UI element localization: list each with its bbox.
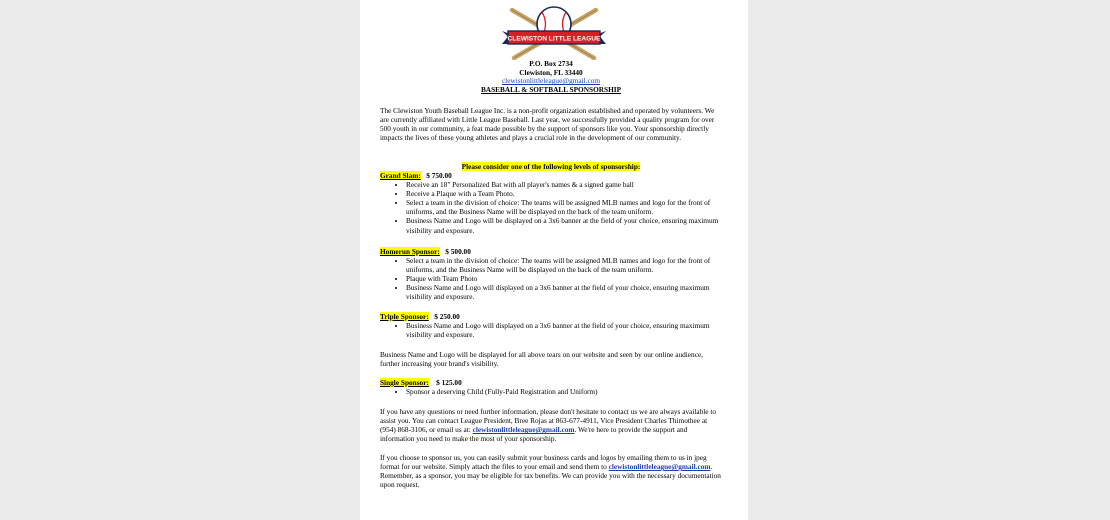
tier-price: $ 750.00 bbox=[426, 171, 452, 180]
levels-heading: Please consider one of the following levels of sponsorship: bbox=[461, 162, 641, 171]
list-item: • Plaque with Team Photo bbox=[406, 274, 722, 283]
list-item: • Business Name and Logo will displayed on a 3x6 banner at the field of your choice, ensuring maximum visibility and exposure. bbox=[406, 283, 722, 301]
contact-paragraph bbox=[380, 407, 722, 443]
closing-text-end: . Remember, as a sponsor, you may be eligible for tax benefits. We can provide you with the necessary documentation upon request. bbox=[380, 462, 721, 490]
contact-text-end: . We're here to provide the support and information you need to make the most of your sponsorship. bbox=[380, 425, 688, 444]
document-title: BASEBALL & SOFTBALL SPONSORSHIP bbox=[480, 84, 622, 94]
tier-label: Single Sponsor: bbox=[380, 378, 429, 387]
tier-benefits-list bbox=[380, 180, 722, 235]
levels-heading-row bbox=[380, 162, 722, 171]
tier-benefits-list bbox=[380, 321, 722, 339]
list-item: • Receive a Plaque with a Team Photo. bbox=[406, 189, 722, 198]
tier-single bbox=[380, 378, 722, 396]
logo-banner bbox=[502, 31, 606, 44]
city-address: Clewiston, FL 33440 bbox=[519, 67, 583, 77]
list-item: • Receive an 18" Personalized Bat with all player's names & a signed game ball bbox=[406, 180, 722, 189]
letterhead bbox=[380, 60, 722, 94]
closing-text: If you choose to sponsor us, you can easily submit your business cards and logos by emailing them to us in jpeg format for our website. Simply attach the files to your email and send them to bbox=[380, 453, 707, 472]
tier-label: Grand Slam: bbox=[380, 171, 421, 180]
tier-grand-slam bbox=[380, 171, 722, 235]
list-item: • Business Name and Logo will be displayed on a 3x6 banner at the field of your choice, ensuring maximum visibility and exposure. bbox=[406, 216, 722, 234]
closing-email-link[interactable]: clewistonlittleleague@gmail.com bbox=[608, 462, 711, 472]
tier-label: Homerun Sponsor: bbox=[380, 247, 440, 256]
list-item: • Select a team in the division of choice: The teams will be assigned MLB names and logo for the front of uniforms, and the Business Name will be displayed on the back of the team uniform. bbox=[406, 256, 722, 274]
tier-label: Triple Sponsor: bbox=[380, 312, 429, 321]
clewiston-little-league-logo bbox=[502, 4, 606, 60]
intro-paragraph: The Clewiston Youth Baseball League Inc. is a non-profit organization established and operated by volunteers. We are currently affiliated with Little League Baseball. Last year, we successfully provided a quality program for over 500 youth in our community, a feat made possible by the support of sponsors like you. Your sponsorship directly impacts the lives of these young athletes and plays a crucial role in the development of our community. bbox=[380, 106, 715, 143]
tier-price: $ 250.00 bbox=[434, 312, 460, 321]
contact-text: If you have any questions or need further information, please don't hesitate to contact us we are always available to assist you. You can contact League President, Bree Rojas at 863-677-4911, Vice President Charles Thimothee at (954) 868-3106, or email us at: bbox=[380, 407, 717, 435]
list-item: • Select a team in the division of choice: The teams will be assigned MLB names and logo for the front of uniforms, and the Business Name will be displayed on the back of the team uniform. bbox=[406, 198, 722, 216]
document-page bbox=[360, 0, 748, 520]
tier-benefits-list bbox=[380, 387, 722, 396]
online-visibility-note: Business Name and Logo will be displayed for all above tears on our website and seen by our online audience, further increasing your brand's visibility. bbox=[380, 350, 704, 369]
tier-homerun bbox=[380, 247, 722, 302]
list-item: • Sponsor a deserving Child (Fully-Paid Registration and Uniform) bbox=[406, 387, 722, 396]
tier-price: $ 125.00 bbox=[436, 378, 462, 387]
header-email-link[interactable]: clewistonlittleleague@gmail.com bbox=[501, 76, 601, 86]
contact-email-link[interactable]: clewistonlittleleague@gmail.com bbox=[472, 425, 575, 435]
list-item: • Business Name and Logo will displayed on a 3x6 banner at the field of your choice, ensuring maximum visibility and exposure. bbox=[406, 321, 722, 339]
tier-triple bbox=[380, 312, 722, 339]
tier-benefits-list bbox=[380, 256, 722, 301]
tier-price: $ 500.00 bbox=[445, 247, 471, 256]
po-box: P.O. Box 2734 bbox=[529, 59, 573, 68]
logo-text: CLEWISTON LITTLE LEAGUE bbox=[507, 35, 601, 43]
closing-paragraph bbox=[380, 453, 722, 489]
